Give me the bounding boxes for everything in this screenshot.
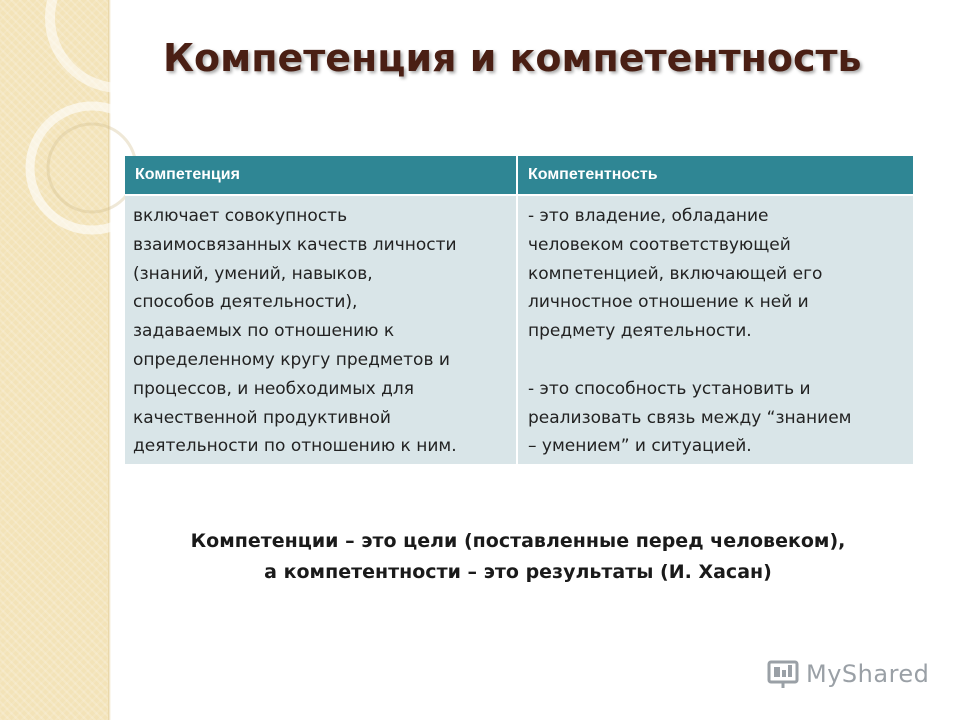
comparison-table	[125, 156, 913, 464]
decorative-rings-icon	[0, 0, 140, 260]
summary-line-1: Компетенции – это цели (поставленные перед человеком),	[190, 530, 846, 552]
competency-definition: - это владение, обладание человеком соответствующей компетенцией, включающей его личностное отношение к ней и предмету деятельности. - это способность установить и реализовать связь между “знанием – умением” и ситуацией.	[528, 206, 852, 457]
projector-icon	[766, 658, 800, 690]
watermark	[766, 656, 929, 692]
competence-definition: включает совокупность взаимосвязанных качеств личности (знаний, умений, навыков, способов деятельности), задаваемых по отношению к определенному кругу предметов и процессов, и необходимых для качественной продуктивной деятельности по отношению к ним.	[133, 206, 457, 457]
header-competence: Компетенция	[125, 156, 517, 195]
table-row	[125, 195, 913, 464]
slide-title: Компетенция и компетентность	[163, 36, 862, 80]
table-header-row	[125, 156, 913, 195]
summary-line-2: а компетентности – это результаты (И. Хасан)	[264, 561, 772, 583]
header-competency: Компетентность	[517, 156, 913, 195]
cell-competency	[517, 195, 913, 464]
cell-competence	[125, 195, 517, 464]
watermark-text: MyShared	[806, 660, 930, 688]
summary-quote	[130, 526, 906, 588]
